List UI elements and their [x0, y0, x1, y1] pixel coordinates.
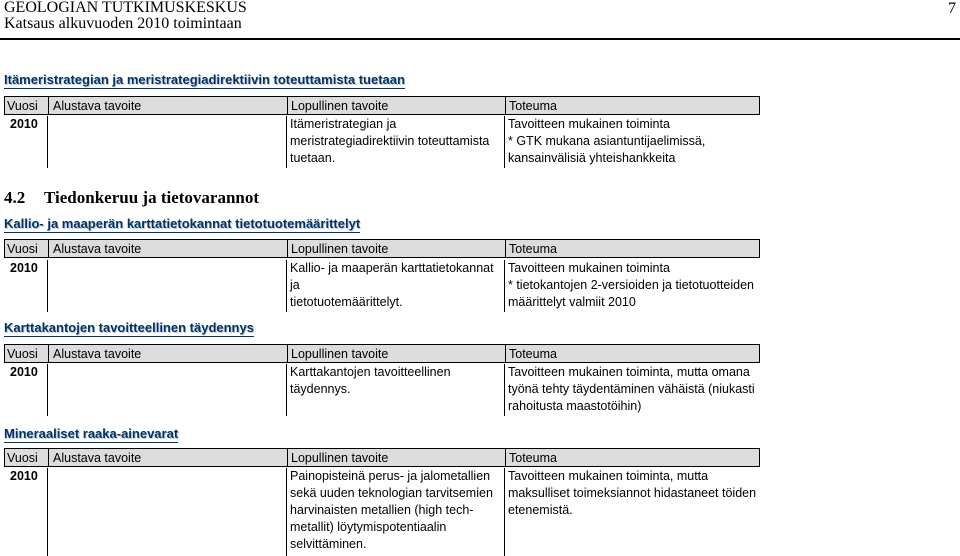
page-number: 7	[948, 0, 956, 17]
table-row	[4, 116, 760, 168]
table-row	[4, 364, 760, 416]
row-final-goal: Itämeristrategian ja meristrategiadirektiivin toteuttamista tuetaan.	[290, 117, 490, 165]
col-final-header: Lopullinen tavoite	[291, 99, 389, 113]
report-subtitle: Katsaus alkuvuoden 2010 toimintaan	[4, 15, 242, 32]
section-title-baltic: Itämeristrategian ja meristrategiadirektiivin toteuttamista tuetaan	[4, 72, 405, 87]
row-outcome: Tavoitteen mukainen toiminta, mutta omana työnä tehty täydentäminen vähäistä (niukasti rahoitusta maastotöihin)	[508, 365, 755, 413]
table-header-row: Vuosi Alustava tavoite Lopullinen tavoite Toteuma	[4, 448, 760, 467]
row-outcome: Tavoitteen mukainen toiminta * tietokantojen 2-versioiden ja tietotuotteiden määrittelyt valmiit 2010	[508, 261, 754, 309]
header-rule	[0, 38, 960, 40]
row-final-goal: Kallio- ja maaperän karttatietokannat ja tietotuotemäärittelyt.	[290, 261, 494, 309]
row-year: 2010	[10, 469, 38, 483]
section-title-map-completion: Karttakantojen tavoitteellinen täydennys	[4, 320, 254, 335]
row-final-goal: Painopisteinä perus- ja jalometallien sekä uuden teknologian tarvitsemien harvinaisten metallien (high tech- metallit) löytymispotentiaalin selvittäminen.	[290, 469, 493, 551]
col-year-header: Vuosi	[7, 99, 38, 113]
table-header-row: Vuosi Alustava tavoite Lopullinen tavoite Toteuma	[4, 344, 760, 363]
organization-name: GEOLOGIAN TUTKIMUSKESKUS	[4, 0, 247, 16]
row-outcome: Tavoitteen mukainen toiminta, mutta maksulliset toimeksiannot hidastaneet töiden etenemistä.	[508, 469, 757, 517]
row-year: 2010	[10, 261, 38, 275]
section-title-map-databases: Kallio- ja maaperän karttatietokannat tietotuotemäärittelyt	[4, 216, 361, 231]
table-row	[4, 468, 760, 556]
row-outcome: Tavoitteen mukainen toiminta * GTK mukana asiantuntijaelimissä, kansainvälisiä yhteishankkeita	[508, 117, 706, 165]
section-title-minerals: Mineraaliset raaka-ainevarat	[4, 426, 179, 441]
section-heading-4-2: 4.2 Tiedonkeruu ja tietovarannot	[4, 188, 260, 207]
col-preliminary-header: Alustava tavoite	[53, 99, 142, 113]
table-header-row: Vuosi Alustava tavoite Lopullinen tavoite Toteuma	[4, 239, 760, 258]
row-final-goal: Karttakantojen tavoitteellinen täydennys.	[290, 365, 451, 396]
row-year: 2010	[10, 117, 38, 131]
table-row	[4, 260, 760, 312]
table-header-row	[4, 96, 760, 115]
col-outcome-header: Toteuma	[509, 99, 557, 113]
row-year: 2010	[10, 365, 38, 379]
